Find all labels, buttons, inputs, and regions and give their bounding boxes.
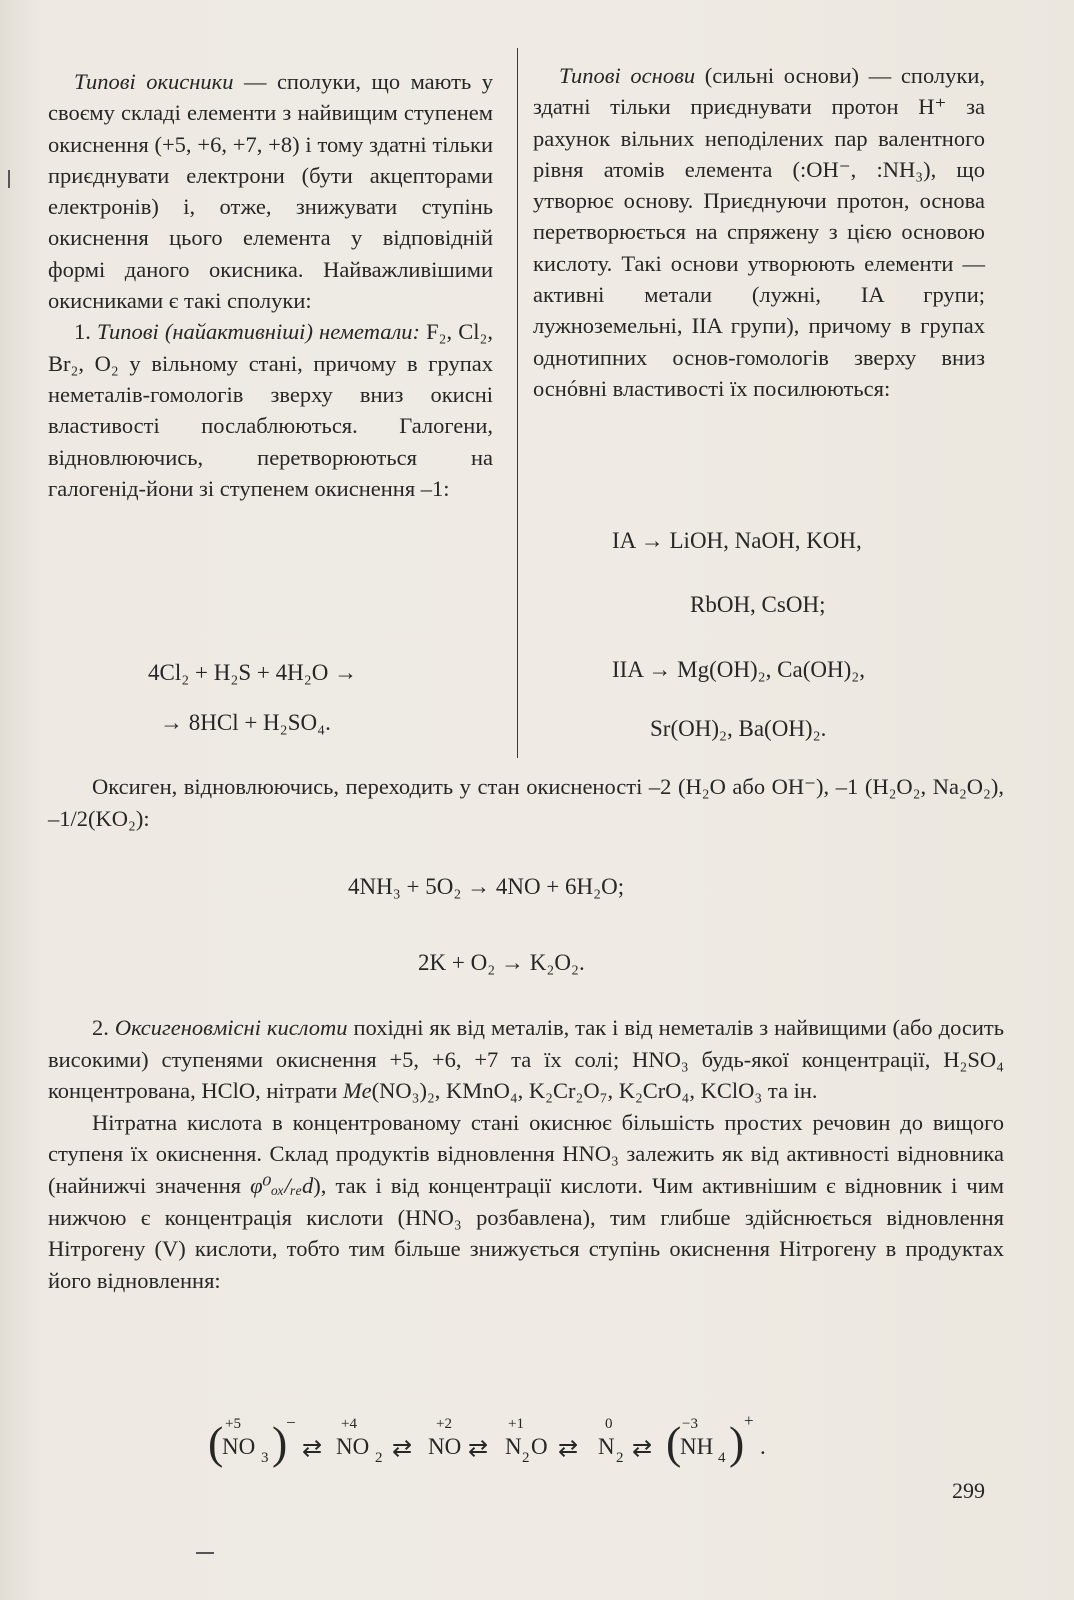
svg-text:−: −: [286, 1413, 296, 1432]
column-divider: [517, 48, 518, 758]
item-1-term: Типові (найактивніші) неметали:: [97, 319, 421, 345]
oxygen-paragraph: Оксиген, відновлюючись, переходить у стан окисненості –2 (H₂O або OH⁻), –1 (H₂O₂, Na₂O₂), –1/2(KO₂):: [48, 774, 1004, 831]
reaction-line-2: 2K + O₂ → K₂O₂.: [418, 950, 585, 975]
nitrogen-reduction-chain: [208, 1408, 868, 1478]
svg-text:2: 2: [616, 1450, 624, 1466]
svg-text:4: 4: [718, 1450, 726, 1466]
equilibrium-arrow: ⇄: [302, 1436, 323, 1462]
chain-ox-5: 0: [605, 1416, 613, 1432]
left-formula-line-2: → 8HCl + H₂SO₄.: [160, 710, 331, 735]
right-column: [533, 60, 985, 404]
right-formula-line-4: Sr(OH)₂, Ba(OH)₂.: [650, 716, 827, 741]
svg-text:.: .: [760, 1434, 766, 1459]
bases-term: Типові основи: [559, 63, 696, 88]
svg-text:2: 2: [522, 1450, 530, 1466]
left-paren: (: [208, 1417, 224, 1468]
left-column: [48, 66, 493, 504]
chain-ox-2: +4: [341, 1416, 357, 1432]
bases-paragraph: Типові основи (сильні основи) — сполуки, здатні тільки приєднувати протон H⁺ за рахунок вільних неподілених пар валентного рівня атомів елемента (:OH⁻, :NH₃), що утворює основу. Приєднуючи протон, основа перетворюється на спряжену з цією основою кислоту. Такі основи утворюють елементи — активні метали (лужні, IA групи; лужноземельні, IIA групи), причому в групах однотипних основ-гомологів зверху вниз оснóвні властивості їх посилюються:: [533, 63, 985, 401]
item-1-paragraph: 1. Типові (найактивніші) неметали: F₂, Cl₂, Br₂, O₂ у вільному стані, причому в групах неметалів-гомологів зверху вниз окисні властивості послаблюються. Галогени, відновлюючись, перетворюються на галогенід-йони зі ступенем окиснення –1:: [48, 319, 494, 501]
right-formula-line-3: IIA → Mg(OH)₂, Ca(OH)₂,: [612, 657, 866, 682]
equilibrium-arrow: ⇄: [392, 1436, 413, 1462]
right-paren: ): [272, 1417, 288, 1468]
item-2-paragraph: 2. Оксигеновмісні кислоти похідні як від металів, так і від неметалів з найвищими (або досить високими) ступенями окиснення +5, +6, +7 та їх солі; HNO₃ будь-якої концентрації, H₂SO₄ концентрована, HClO, нітрати Me(NO₃)₂, KMnO₄, K₂Cr₂O₇, K₂CrO₄, KClO₃ та ін.: [48, 1015, 1005, 1104]
item-2-block: [48, 1012, 1004, 1296]
right-formula-line-2: RbOH, CsOH;: [690, 592, 826, 617]
equilibrium-arrow: ⇄: [468, 1436, 489, 1462]
reaction-line-1: 4NH₃ + 5O₂ → 4NO + 6H₂O;: [348, 874, 625, 899]
svg-text:3: 3: [261, 1450, 269, 1466]
chain-species-2: NO: [336, 1434, 370, 1459]
left-paren: (: [666, 1417, 682, 1468]
oxidizers-paragraph: Типові окисники — сполуки, що мають у своєму складі елементи з найвищим ступенем окиснення (+5, +6, +7, +8) і тому здатні тільки приєднувати електрони (бути акцепторами електронів) і, отже, знижувати ступінь окиснення цього елемента у відповідній формі даного окисника. Найважливішими окисниками є такі сполуки:: [48, 69, 493, 314]
chain-species-4: N: [505, 1434, 522, 1459]
oxidizers-term: Типові окисники: [74, 69, 234, 94]
svg-text:2: 2: [375, 1450, 383, 1466]
margin-mark: [8, 170, 10, 188]
right-paren: ): [729, 1417, 745, 1468]
potential-symbol: φ⁰ₒₓ/ᵣₑd: [250, 1172, 314, 1198]
nitric-acid-paragraph: Нітратна кислота в концентрованому стані окиснює більшість простих речовин до вищого ступеня їх окиснення. Склад продуктів відновлення HNO₃ залежить як від активності відновника (найнижчі значення φ⁰ₒₓ/ᵣₑd), так і від концентрації кислоти. Чим активнішим є відновник і чим нижчою є концентрація кислоти (HNO₃ розбавлена), тим глибше здійснюється відновлення Нітрогену (V) кислоти, тобто тим більше знижується ступінь окиснення Нітрогену в продуктах його відновлення:: [48, 1109, 1004, 1293]
chain-species-5: N: [598, 1434, 615, 1459]
svg-text:+: +: [744, 1411, 754, 1430]
chain-species-6: NH: [680, 1434, 714, 1459]
left-formula-line-1: 4Cl₂ + H₂S + 4H₂O →: [148, 660, 358, 685]
chain-ox-1: +5: [225, 1416, 241, 1432]
chain-species-3: NO: [428, 1434, 462, 1459]
item-2-term: Оксигеновмісні кислоти: [114, 1015, 348, 1040]
chain-ox-6: −3: [682, 1416, 698, 1432]
equilibrium-arrow: ⇄: [632, 1436, 653, 1462]
svg-text:O: O: [531, 1434, 548, 1459]
equilibrium-arrow: ⇄: [558, 1436, 579, 1462]
chain-ox-3: +2: [436, 1416, 452, 1432]
chain-ox-4: +1: [508, 1416, 524, 1432]
page-number: 299: [952, 1478, 985, 1503]
right-formula-line-1: IA → LiOH, NaOH, KOH,: [612, 528, 862, 553]
bottom-mark: [196, 1552, 214, 1554]
chain-species-1: NO: [222, 1434, 256, 1459]
